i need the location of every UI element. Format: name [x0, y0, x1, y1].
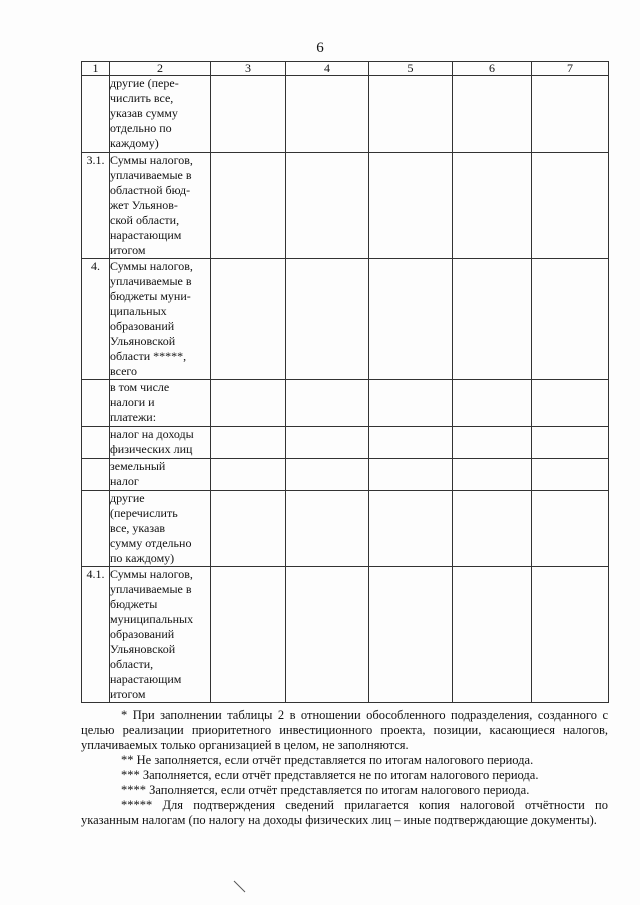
data-cell: [453, 259, 532, 380]
row-label: земельный налог: [110, 459, 166, 488]
data-cell: [453, 76, 532, 153]
data-cell: [532, 259, 609, 380]
footnote: **** Заполняется, если отчёт представляется по итогам налогового периода.: [121, 783, 530, 797]
row-number: [82, 459, 110, 491]
data-cell: [453, 427, 532, 459]
data-cell: [369, 491, 453, 567]
data-cell: [453, 567, 532, 703]
row-label: Суммы налогов, уплачиваемые в бюджеты муниципальных образований Ульяновской области, нарастающим итогом: [110, 567, 194, 701]
data-cell: [369, 459, 453, 491]
row-label: другие (пере- числить все, указав сумму отдельно по каждому): [110, 76, 179, 150]
data-cell: [453, 491, 532, 567]
column-header: 5: [369, 62, 453, 76]
tax-table: [81, 61, 609, 703]
table-row: [82, 153, 609, 259]
data-cell: [532, 491, 609, 567]
data-cell: [453, 459, 532, 491]
table-row: [82, 427, 609, 459]
data-cell: [453, 153, 532, 259]
data-cell: [369, 567, 453, 703]
row-number: [82, 380, 110, 427]
row-label: Суммы налогов, уплачиваемые в областной бюд- жет Ульянов- ской области, нарастающим итогом: [110, 153, 193, 257]
footnotes: [81, 708, 608, 828]
row-number: [82, 76, 110, 153]
data-cell: [453, 380, 532, 427]
data-cell: [369, 380, 453, 427]
data-cell: [286, 380, 369, 427]
data-cell: [532, 427, 609, 459]
footnote: * При заполнении таблицы 2 в отношении обособленного подразделения, созданного с целью реализации приоритетного инвестиционного проекта, позиции, касающиеся налогов, уплачиваемых только организацией в целом, не заполняются.: [81, 708, 608, 752]
footnote: ***** Для подтверждения сведений прилагается копия налоговой отчётности по указанным налогам (по налогу на доходы физических лиц – иные подтверждающие документы).: [81, 798, 608, 827]
table-row: [82, 380, 609, 427]
column-header: 7: [532, 62, 609, 76]
data-cell: [211, 153, 286, 259]
table-row: [82, 76, 609, 153]
data-cell: [369, 153, 453, 259]
data-cell: [369, 76, 453, 153]
data-cell: [532, 380, 609, 427]
page-number: 6: [316, 40, 324, 56]
data-cell: [532, 76, 609, 153]
data-cell: [286, 153, 369, 259]
data-cell: [369, 259, 453, 380]
data-cell: [532, 567, 609, 703]
scan-mark-stroke: [234, 881, 245, 892]
data-cell: [286, 459, 369, 491]
scan-mark: [233, 880, 247, 894]
footnote: *** Заполняется, если отчёт представляется не по итогам налогового периода.: [121, 768, 539, 782]
row-number: [82, 427, 110, 459]
table-row: [82, 567, 609, 703]
table-row: [82, 491, 609, 567]
column-header: 1: [82, 62, 110, 76]
row-label: в том числе налоги и платежи:: [110, 380, 170, 424]
data-cell: [286, 427, 369, 459]
table-row: [82, 459, 609, 491]
row-label: Суммы налогов, уплачиваемые в бюджеты муни- ципальных образований Ульяновской области *****, всего: [110, 259, 193, 378]
data-cell: [286, 491, 369, 567]
data-cell: [211, 459, 286, 491]
column-header: 3: [211, 62, 286, 76]
row-number: [82, 491, 110, 567]
row-number: 4.: [82, 259, 110, 380]
table-row: [82, 259, 609, 380]
data-cell: [369, 427, 453, 459]
column-header: 4: [286, 62, 369, 76]
footnote: ** Не заполняется, если отчёт представляется по итогам налогового периода.: [121, 753, 534, 767]
data-cell: [532, 459, 609, 491]
data-cell: [211, 567, 286, 703]
data-cell: [286, 567, 369, 703]
data-cell: [211, 491, 286, 567]
row-number: 3.1.: [82, 153, 110, 259]
column-header: 2: [110, 62, 211, 76]
data-cell: [286, 259, 369, 380]
data-cell: [211, 76, 286, 153]
data-cell: [286, 76, 369, 153]
row-number: 4.1.: [82, 567, 110, 703]
data-cell: [211, 380, 286, 427]
data-cell: [211, 427, 286, 459]
row-label: налог на доходы физических лиц: [110, 427, 194, 456]
column-header: 6: [453, 62, 532, 76]
data-cell: [532, 153, 609, 259]
data-cell: [211, 259, 286, 380]
table-header-row: [82, 62, 609, 76]
row-label: другие (перечислить все, указав сумму отдельно по каждому): [110, 491, 192, 565]
